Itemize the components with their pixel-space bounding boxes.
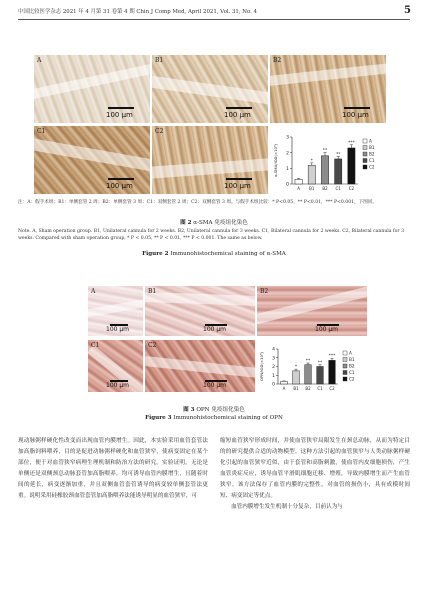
x-tick-label: A [297,186,300,191]
scale-bar [226,178,252,180]
caption-label: Figure 3 [145,415,172,421]
page-number: 5 [404,5,411,16]
panel-label: C1 [37,128,46,135]
legend-swatch [343,351,347,355]
bar [308,165,315,184]
legend-swatch [343,358,347,362]
bar [335,159,342,184]
caption-text: Immunohistochemical staining of OPN [173,415,283,421]
y-tick-label: 0 [286,182,289,188]
figure2-bar-chart [272,128,388,194]
x-tick-label: C2 [329,386,335,391]
legend-label: B2 [349,363,355,369]
scale-label: 100 μm [224,111,251,119]
figure3-caption-cn [18,405,410,413]
scale-label: 100 μm [106,182,133,190]
panel-label: A [37,57,42,64]
bar [305,365,312,384]
x-tick-label: B2 [322,186,328,191]
legend-swatch [363,139,367,143]
y-tick-label: 2 [286,151,289,157]
figure2-caption-cn [18,218,410,226]
body-left-column: 现动脉粥样硬化性改变而出现血管内膜增生。因此，本实验采用血管套管法加高脂饲料喂养，目的是促进动脉粥样硬化和血管狭窄，使病变固定在某个部位，便于对血管狭窄病理生理机制和防治方法的研究。实验证明，无论是单侧还是双侧颈总动脉套管加高脂喂养，均可诱导血管内膜增生，且随着时间的延长，病变逐渐加重，并且双侧血管套管诱导的病变较单侧套管法更重。说明采用硅橡胶颈血管套管加高脂喂养法能诱导明显的血管狭窄，可 [18,438,208,499]
scale-bar [226,107,252,109]
bar [317,367,324,385]
significance-label: *** [328,354,336,360]
y-axis-label: OPN/IOD(×10⁸) [259,352,264,381]
figure2-caption-en [18,251,410,257]
panel-label: C2 [155,128,164,135]
panel-label: C2 [148,342,157,349]
running-head: 中国比较医学杂志 2021 年 4 月第 31 卷第 4 期 Chin J Comp Med, April 2021, Vol. 31, No. 4 [18,9,257,15]
legend-label: A [369,138,372,144]
significance-label: ** [305,359,311,364]
scale-label: 100 μm [315,326,339,333]
panel-label: B2 [273,57,282,64]
y-tick-label: 0 [272,382,275,388]
vessel-wall [34,60,150,101]
vessel-wall [145,292,255,306]
legend-swatch [343,364,347,368]
y-tick-label: 1 [272,373,275,379]
legend-swatch [343,371,347,375]
legend-label: C2 [349,376,355,382]
vessel-wall [152,157,268,179]
legend-label: C1 [349,370,355,376]
y-tick-label: 3 [272,356,275,362]
panel-label: A [91,288,96,295]
legend-label: B1 [349,357,355,363]
figure2-note-cn: 注：A：假手术组；B1：单侧套管 2 周；B2：单侧套管 3 周；C1：双侧套管 2 周；C2：双侧套管 3 周。与假手术组比较：* P<0.05，** P<0.01，*** P<0.001，下图同。 [18,200,378,205]
bar [329,360,336,384]
scale-bar [344,107,370,109]
significance-label: * [310,158,313,164]
figure2-panel-b2 [270,55,386,123]
caption-label: 图 3 [183,407,195,413]
legend-swatch [363,152,367,156]
y-tick-label: 4 [272,347,275,353]
legend-swatch [363,165,367,169]
scale-label: 100 μm [106,326,130,333]
panel-label: B1 [148,288,157,295]
figure3-panel-b1 [145,286,255,336]
bar [293,371,300,384]
legend-label: A [349,350,352,356]
significance-label: *** [348,140,355,146]
scale-label: 100 μm [224,182,251,190]
significance-label: ** [322,148,328,154]
scale-label: 100 μm [106,111,133,119]
vessel-wall [88,298,143,318]
body-paragraph: 缩短血管狭窄形成时间，并使血管狭窄局限发生在颈总动脉，从而为特定目的的研究提供合适的动物模型。这种方法引起的血管狭窄与人类动脉粥样硬化引起的血管狭窄近似，由于套管和高脂刺激，使血管内皮细胞损伤，产生血管炎症反应，诱导血管平滑肌细胞迁移、增殖，导致内膜增生而产生血管狭窄。该方法保存了血管内膜的完整性，对血管的损伤小，具有成模时间短、病变固定等优点。 [220,438,410,499]
caption-label: 图 2 [180,220,192,226]
vessel-wall [152,75,268,108]
figure3-panel-c2 [145,340,255,392]
bar [321,156,328,184]
legend-label: C1 [369,158,375,164]
figure2-panel-a [34,55,150,123]
figure3-panel-a [88,286,143,336]
legend-label: B2 [369,151,375,157]
x-tick-label: A [282,386,286,391]
x-tick-label: C1 [335,186,341,191]
legend-label: C2 [369,164,375,170]
scale-label: 100 μm [106,382,130,389]
legend-swatch [363,159,367,163]
figure3-caption-en [18,415,410,421]
significance-label: * [294,365,298,371]
bar [348,148,355,184]
vessel-wall [34,137,150,175]
x-tick-label: B2 [305,386,311,391]
x-tick-label: C2 [348,186,355,191]
caption-text: Immunohistochemical staining of α-SMA [170,251,286,257]
significance-label: ** [335,152,341,158]
vessel-wall [270,61,386,87]
scale-label: 100 μm [203,326,227,333]
scale-bar [108,178,134,180]
figure3-bar-chart [258,340,368,394]
caption-text: OPN 免疫组化染色 [196,407,245,413]
significance-label: ** [317,360,323,366]
panel-label: C1 [91,342,100,349]
figure2-panel-c1 [34,126,150,194]
scale-label: 100 μm [342,111,369,119]
header-rule [18,19,410,20]
x-tick-label: B1 [309,186,315,191]
legend-swatch [343,377,347,381]
legend-swatch [363,146,367,150]
body-paragraph: 血管内膜增生发生机制十分复杂，目前认为与 [231,504,343,510]
y-tick-label: 1 [286,166,289,172]
body-right-column [220,436,410,513]
figure2-panel-c2 [152,126,268,194]
figure2-panel-b1 [152,55,268,123]
bar [295,179,302,184]
vessel-wall [257,286,367,325]
y-tick-label: 3 [286,135,289,141]
panel-label: B2 [260,288,269,295]
bar [281,381,288,384]
scale-label: 100 μm [203,382,227,389]
figure2-note-en: Note. A, Sham operation group. B1, Unilateral cannula for 2 weeks. B2, Unilateral cannula for 3 weeks. C1, Bilateral cannula for 2 weeks. C2, Bilateral cannula for 3 weeks. Compared with sham operation group, * P < 0.05, ** P < 0.01, *** P < 0.001. The same as below. [18,229,405,241]
figure3-panel-c1 [88,340,143,392]
vessel-wall [145,355,255,378]
x-tick-label: C1 [317,386,323,391]
y-tick-label: 2 [272,365,275,371]
figure3-panel-b2 [257,286,367,336]
caption-text: α-SMA 免疫组化染色 [193,220,248,226]
legend-label: B1 [369,145,375,151]
y-axis-label: α-SMA/IOD(×10⁸) [273,144,278,177]
x-tick-label: B1 [293,386,299,391]
scale-bar [108,107,134,109]
panel-label: B1 [155,57,164,64]
caption-label: Figure 2 [142,251,169,257]
